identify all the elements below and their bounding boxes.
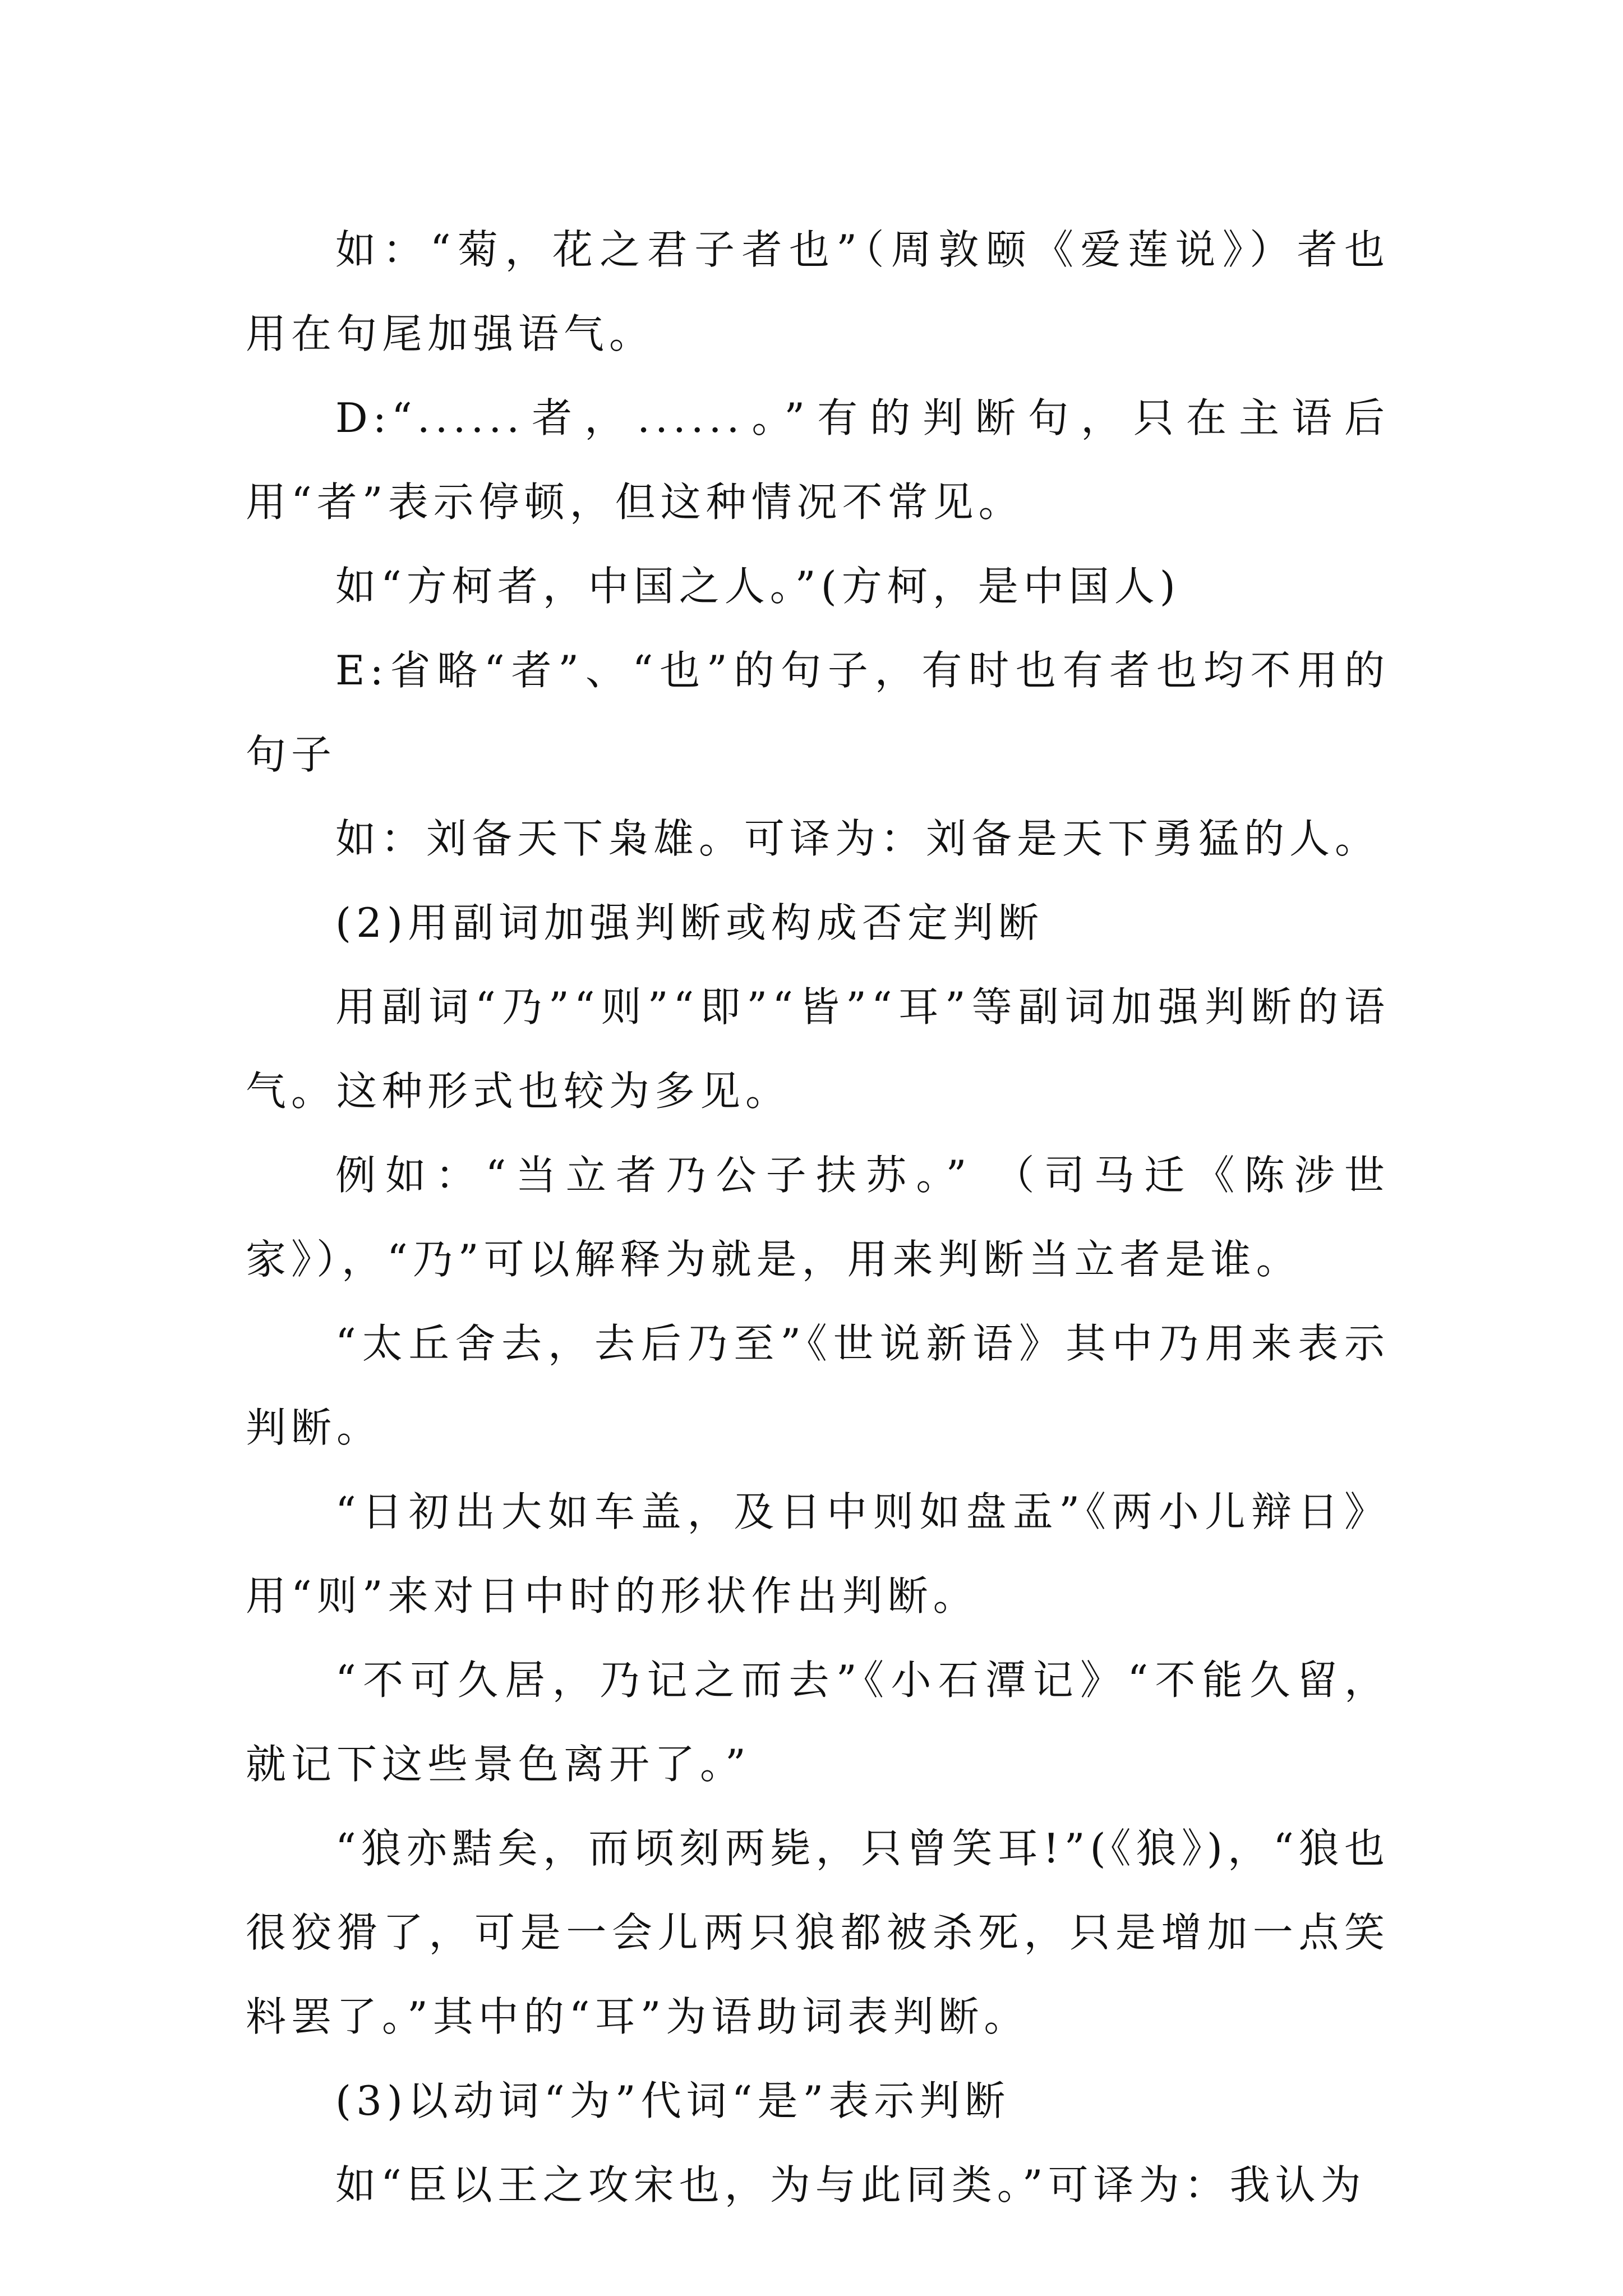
paragraph-example-xiaoshitan: “不可久居，乃记之而去”《小石潭记》“不能久留，就记下这些景色离开了。”: [246, 1657, 1390, 1788]
paragraph-example-fangke: 如“方柯者，中国之人。”(方柯，是中国人): [335, 563, 1181, 610]
paragraph-example-liubei: 如：刘备天下枭雄。可译为：刘备是天下勇猛的人。: [335, 815, 1381, 862]
section-heading-adverbs: (2)用副词加强判断或构成否定判断: [335, 899, 1044, 946]
paragraph-example-lang: “狼亦黠矣，而顷刻两毙，只曾笑耳!”(《狼》)，“狼也很狡猾了，可是一会儿两只狼都被杀死，只是增加一点笑料罢了。”其中的“耳”为语助词表判断。: [246, 1825, 1390, 2040]
paragraph-pattern-e: E:省略“者”、“也”的句子，有时也有者也均不用的句子: [246, 647, 1390, 778]
paragraph-example-ju: 如：“菊，花之君子者也”（周敦颐《爱莲说》）者也用在句尾加强语气。: [246, 226, 1390, 357]
section-heading-wei: (3)以动词“为”代词“是”表示判断: [335, 2077, 1011, 2124]
paragraph-adverbs-intro: 用副词“乃”“则”“即”“皆”“耳”等副词加强判断的语气。这种形式也较为多见。: [246, 983, 1390, 1115]
paragraph-example-shishuo: “太丘舍去，去后乃至”《世说新语》其中乃用来表示判断。: [246, 1320, 1390, 1451]
paragraph-example-liangxiaoer: “日初出大如车盖，及日中则如盘盂”《两小儿辩日》用“则”来对日中时的形状作出判断。: [246, 1488, 1390, 1619]
paragraph-example-chenshe: 例如：“当立者乃公子扶苏。” （司马迁《陈涉世家》），“乃”可以解释为就是，用来判断当立者是谁。: [246, 1152, 1390, 1283]
paragraph-example-gongsong: 如“臣以王之攻宋也，为与此同类。”可译为：我认为: [335, 2161, 1366, 2208]
document-body: [246, 208, 1390, 2227]
paragraph-pattern-d: D:“......者，......。”有的判断句，只在主语后用“者”表示停顿，但这种情况不常见。: [246, 394, 1390, 526]
